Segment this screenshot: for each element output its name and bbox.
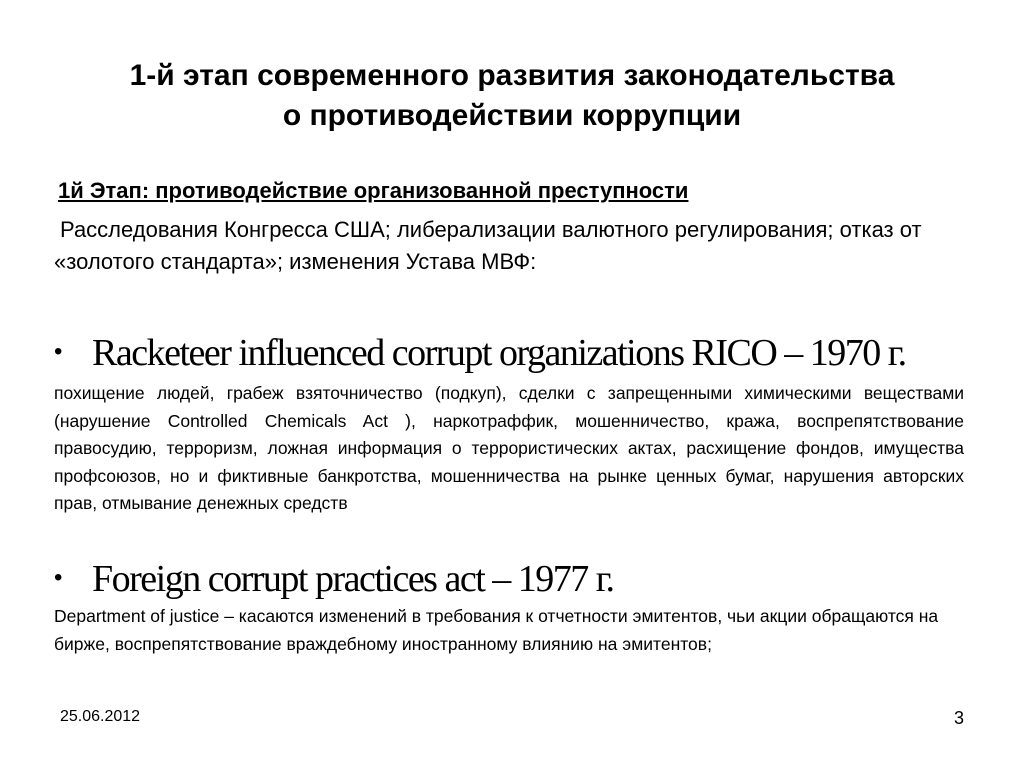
stage-heading: 1й Этап: противодействие организованной преступности [58,178,689,203]
bullet-marker: • [54,338,61,365]
bullet-fcpa [54,556,984,601]
stage-description: Расследования Конгресса США; либерализации валютного регулирования; отказ от «золотого стандарта»; изменения Устава МВФ: [54,217,922,274]
bullet-heading-rico: Racketeer influenced corrupt organizations RICO – 1970 г. [92,332,906,374]
footer-date: 25.06.2012 [60,708,141,725]
slide-title [40,56,984,136]
bullet-heading-fcpa: Foreign corrupt practices act – 1977 г. [92,558,614,600]
slide-title-line2: о противодействии коррупции [282,99,742,132]
bullet-marker: • [54,564,61,591]
bullet-rico [54,330,984,375]
slide-title-line1: 1-й этап современного развития законодательства [129,59,895,92]
paragraph-rico-offenses: похищение людей, грабеж взяточничество (подкуп), сделки с запрещенными химическими веществами (нарушение Controlled Chemicals Act ), наркотраффик, мошенничество, кража, воспрепятствование правосудию, терроризм, ложная информация о террористических актах, расхищение фондов, имущества профсоюзов, но и фиктивные банкротства, мошенничества на рынке ценных бумаг, нарушения авторских прав, отмывание денежных средств [54,383,964,513]
page-number: 3 [953,708,964,728]
paragraph-fcpa-description: Department of justice – касаются изменений в требования к отчетности эмитентов, чьи акции обращаются на бирже, воспрепятствование враждебному иностранному влиянию на эмитентов; [54,606,939,654]
